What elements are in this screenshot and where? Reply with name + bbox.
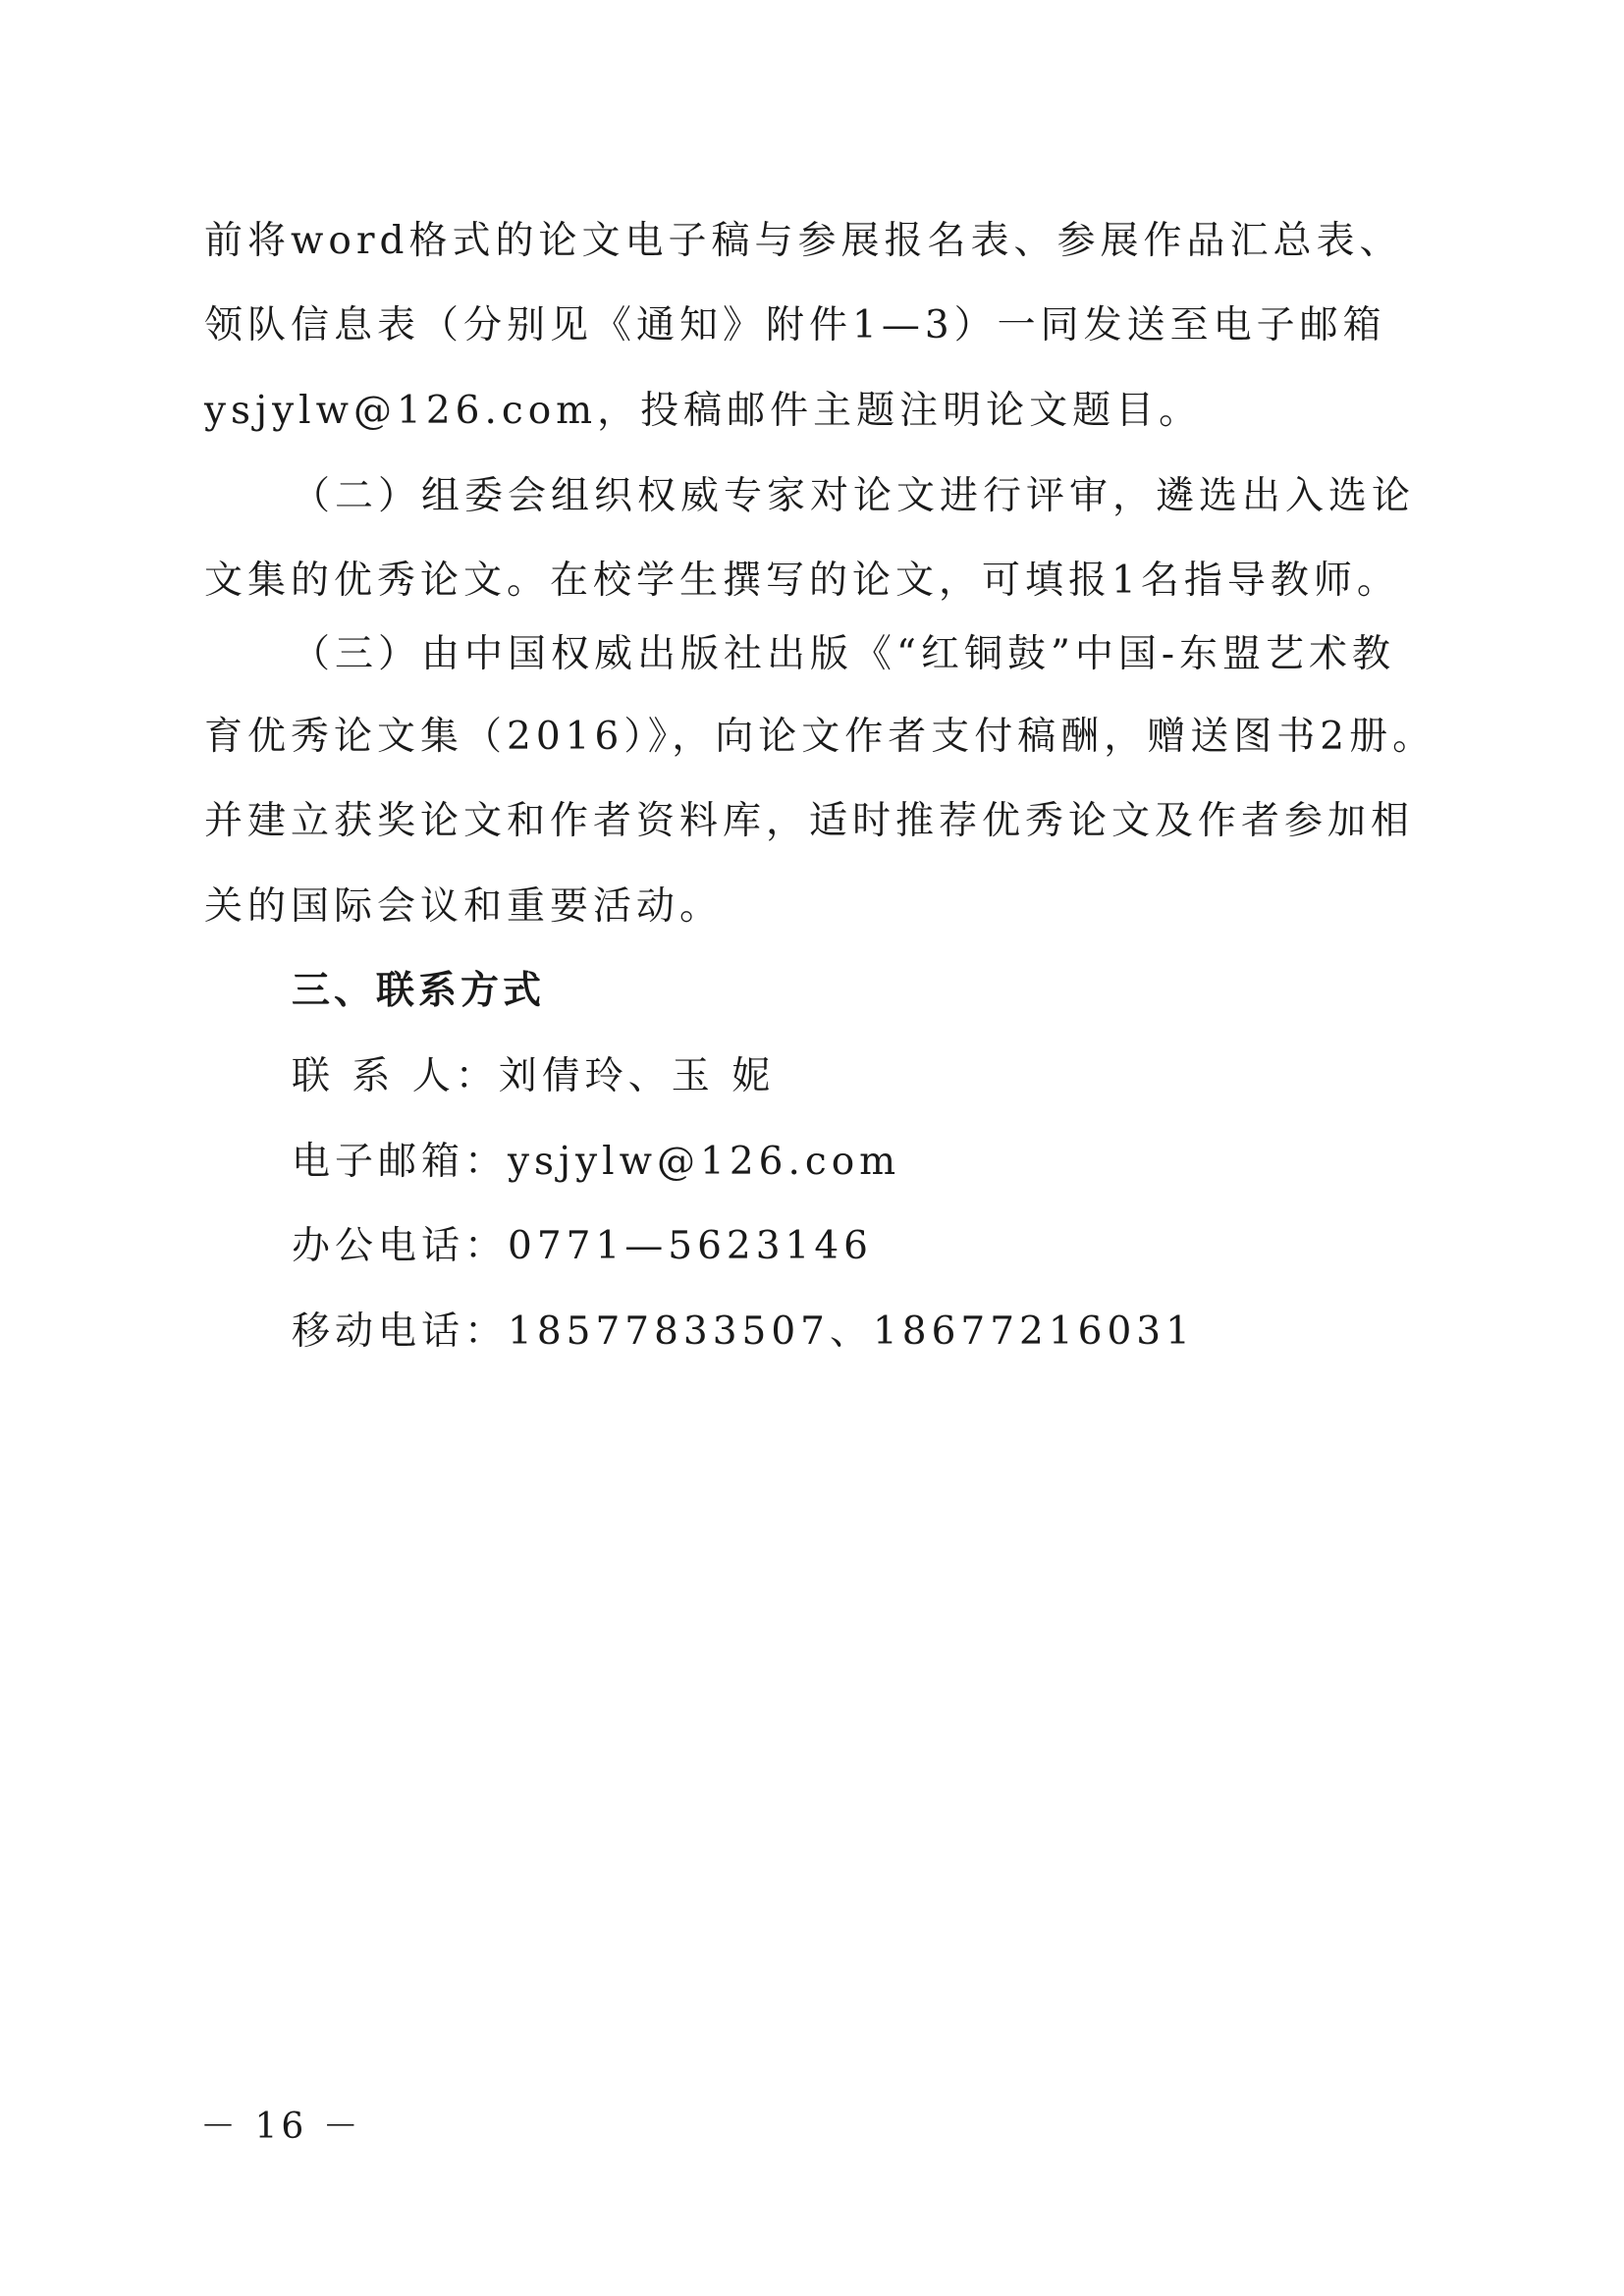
contact-person: 联 系 人：刘倩玲、玉 妮	[292, 1054, 776, 1098]
body-line-7: 育优秀论文集（2016）》，向论文作者支付稿酬，赠送图书2册。	[204, 715, 1436, 759]
body-line-8: 并建立获奖论文和作者资料库，适时推荐优秀论文及作者参加相	[204, 799, 1415, 843]
body-line-3: ysjylw@126.com，投稿邮件主题注明论文题目。	[204, 389, 1203, 433]
body-line-1: 前将word格式的论文电子稿与参展报名表、参展作品汇总表、	[204, 219, 1403, 263]
page-number: － 16 －	[200, 2107, 362, 2147]
body-line-5: 文集的优秀论文。在校学生撰写的论文，可填报1名指导教师。	[204, 559, 1400, 603]
body-line-6: （三）由中国权威出版社出版《“红铜鼓”中国-东盟艺术教	[292, 632, 1396, 676]
body-line-9: 关的国际会议和重要活动。	[204, 884, 724, 929]
contact-mobile-phone: 移动电话：18577833507、18677216031	[292, 1309, 1195, 1354]
contact-office-phone: 办公电话：0771—5623146	[292, 1224, 873, 1268]
contact-email: 电子邮箱：ysjylw@126.com	[292, 1140, 901, 1184]
body-line-4: （二）组委会组织权威专家对论文进行评审，遴选出入选论	[292, 474, 1416, 518]
body-line-2: 领队信息表（分别见《通知》附件1—3）一同发送至电子邮箱	[204, 303, 1386, 347]
contact-heading: 三、联系方式	[292, 969, 546, 1013]
